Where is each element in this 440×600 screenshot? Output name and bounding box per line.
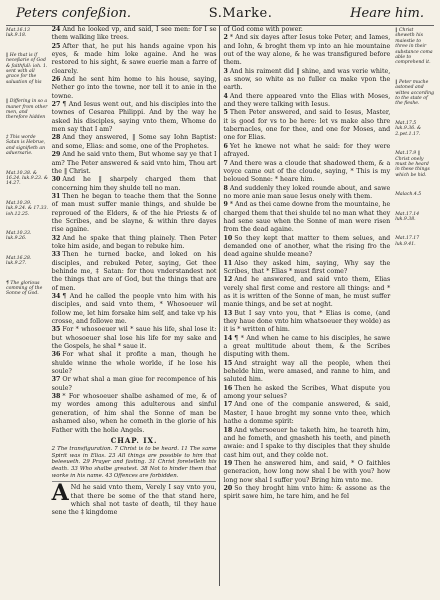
- verse-number: 24: [51, 26, 61, 33]
- verse: [223, 276, 390, 309]
- verse-text: Also they asked him, saying, Why say the Scribes, that * Elias * must first come?: [223, 259, 391, 275]
- verse-number: 18: [223, 426, 233, 434]
- drop-cap: A: [51, 480, 69, 507]
- verse-number: 38: [51, 393, 61, 401]
- verse: [223, 26, 390, 34]
- verse: [223, 460, 390, 485]
- verse: [223, 427, 390, 460]
- verse-text: of God come with power.: [223, 26, 303, 33]
- verse: [223, 93, 390, 110]
- verse-number: 34: [51, 293, 61, 300]
- verse: [52, 101, 217, 134]
- first-verse-text: Nd he said vnto them, Verely I say vnto you, that there be some of the that stand here, which shal not taste of death, til they haue sene the ‡ kingdome: [51, 484, 217, 517]
- verse-number: 35: [51, 326, 61, 334]
- verse: [223, 235, 390, 260]
- left-verses: [52, 26, 217, 435]
- verse: [223, 385, 390, 402]
- margin-note: Mat.17.5 luk.9.36. & 2.pet.1.17.: [395, 120, 422, 137]
- verse: [223, 68, 390, 93]
- verse-text: And his raiment did ‖ shine, and was verie white, as snow, so white as no fuller ca make vpon the earth.: [223, 67, 391, 92]
- verse: [52, 393, 217, 435]
- verse-text: * And as thei came downe from the mountaine, he charged them that thei shulde tel no man what they had sene saue when the Sonne of man were risen from the dead againe.: [223, 201, 391, 234]
- verse-text: Then Peter answered, and said to Iesus, Master, it is good for vs to be here: let vs make also thre tabernacles, one for thee, and one for Moses, and one for Elias.: [223, 109, 391, 142]
- verse: [52, 235, 217, 252]
- header-center: S.Marke.: [208, 6, 273, 21]
- header-right: Heare him.: [350, 6, 424, 21]
- margin-note: Mat.10.39. luk.9.24. & 17.33. ioh.12.25.: [6, 200, 48, 217]
- verse: [52, 293, 217, 326]
- verse: [52, 26, 217, 43]
- verse: [223, 143, 390, 160]
- verse-number: 9: [223, 201, 228, 209]
- margin-note: Mat.16.13 luk.9.18.: [6, 28, 30, 39]
- left-margin-notes: [6, 26, 49, 586]
- left-text-column: [49, 26, 221, 586]
- verse-number: 6: [223, 142, 228, 150]
- verse: [52, 326, 217, 351]
- verse-number: 33: [51, 251, 61, 259]
- margin-note: ‖ Christ sheweth his maiestie to three in their substance coma able to comprehend it.: [395, 28, 433, 66]
- verse-number: 36: [51, 351, 61, 359]
- verse: [223, 360, 390, 385]
- verse-text: But I say vnto you, that * Elias is come, (and they haue done vnto him whatsoeuer they wolde) as it is * written of him.: [223, 309, 391, 334]
- verse-text: And whersoeuer he taketh him, he teareth him, and he fometh, and gnasheth his teeth, and pineth awaie: and I spake to thy disciples that they shulde cast him out, and they colde not.: [223, 426, 391, 459]
- verse: [223, 335, 390, 360]
- first-verse: [51, 480, 217, 517]
- verse-number: 2: [223, 34, 228, 42]
- verse: [223, 485, 390, 502]
- verse-number: 16: [223, 384, 233, 392]
- margin-note: ‡ This worde Satan is Hebrue, and signifieth an aduersarie.: [6, 134, 46, 157]
- verse-number: 12: [223, 276, 233, 284]
- verse-text: And they answered, ‖ Some say Iohn Baptist: and some, Elias: and some, one of the Prophetes.: [51, 134, 217, 150]
- verse: [52, 351, 217, 376]
- margin-note: Mat.10.38. & 16.24. luk.9.23. & 14.27.: [6, 170, 48, 187]
- margin-note: ‖ Peter muche astoned and wittes according to the state of the fleshe.: [395, 79, 434, 107]
- verse-text: And there appeared vnto the Elias with Moses, and they were talking with Iesus.: [223, 92, 391, 109]
- verse-number: 11: [223, 259, 233, 267]
- verse: [223, 185, 390, 202]
- verse-number: 15: [223, 359, 233, 367]
- margin-note: Mat.17.17 luk.9.41.: [395, 236, 420, 247]
- verse: [52, 376, 217, 393]
- verse-text: ¶ * And when he came to his disciples, he sawe a great multitude about them, & the Scribes disputing with them.: [223, 334, 391, 359]
- verse-number: 5: [223, 109, 228, 117]
- verse-number: 20: [223, 484, 233, 492]
- verse: [223, 260, 390, 277]
- verse-number: 8: [223, 184, 228, 192]
- margin-note: ¶ The glorious comming of the Sonne of God.: [6, 280, 43, 297]
- verse-text: So they broght him vnto him: & assone as the spirit sawe him, he tare him, and he fel: [223, 484, 391, 501]
- verse: [52, 151, 217, 176]
- verse-text: And he answered, and said vnto them, Elias verely shal first come and restore all things: and * as it is written of the Sonne of man, he must suffer manie things, and be set at noght.: [223, 276, 391, 309]
- verse-number: 14: [223, 334, 233, 342]
- verse-text: And there was a cloude that shadowed them, & a voyce came out of the cloude, saying, * This is my beloued Sonne: * heare him.: [223, 159, 391, 184]
- verse: [223, 109, 390, 142]
- verse: [223, 160, 390, 185]
- verse-number: 30: [51, 176, 61, 184]
- running-header: [6, 6, 434, 26]
- verse-number: 19: [223, 459, 233, 467]
- verse-text: ¶ And Iesus went out, and his disciples into the townes of Cesarea Philippi. And by the way he asked his disciples, saying vnto them, Whome do men say that I am?: [51, 101, 217, 134]
- margin-note: ‖ He that is if neceßarie of God & faithfull: ioh. 1. sent with all grace for the saluation of his: [6, 52, 48, 85]
- verse-number: 32: [51, 234, 61, 242]
- verse: [52, 134, 217, 151]
- verse-number: 28: [51, 134, 61, 142]
- verse-text: And he sent him home to his house, saying, Nether go into the towne, nor tell it to anie in the towne.: [51, 76, 217, 100]
- margin-note: Mat.17.9 ‖ Christ onely must be heard in these things which be hid.: [395, 151, 430, 178]
- verse-number: 37: [51, 376, 61, 384]
- right-margin-notes: [393, 26, 434, 586]
- margin-note: Malach.4.5: [395, 192, 422, 198]
- verse-number: 26: [51, 76, 61, 84]
- verse-text: For * whosoeuer wil * saue his life, shal lose it: but whosoeuer shal lose his life for my sake and the Gospels, he shal * saue it.: [51, 326, 217, 351]
- verse-text: And he spake that thing plainely. Then Peter toke him aside, and began to rebuke him.: [51, 234, 217, 250]
- verse: [52, 76, 217, 101]
- verse-number: 29: [51, 151, 61, 159]
- verse: [223, 310, 390, 335]
- verse: [223, 401, 390, 426]
- page-body: [6, 26, 434, 586]
- chapter-argument: 2 The transfiguration. 7 Christ is to be heard. 11 The same Spirit was in Elias. 23 All things are possible to him that beleeueth. 29 Prayer and fasting. 31 Christ foretelleth his death. 33 Who shalbe greatest. 38 Not to hinder them that worke in his name. 43 Offences are forbidden.: [52, 446, 217, 482]
- margin-note: ‖ Differing in so a maner from other men, and therefore hidden: [6, 99, 48, 121]
- verse-text: Yet he knewe not what he said: for they were afrayed.: [223, 142, 391, 159]
- verse: [52, 43, 217, 76]
- margin-note: Mat.10.33. luk.9.26.: [6, 230, 32, 242]
- verse-text: ¶ And he called the people vnto him with his disciples, and said vnto them, * Whosoeuer wil follow me, let him forsake him self, and take vp his crosse, and followe me.: [51, 293, 217, 326]
- verse: [223, 201, 390, 234]
- verse: [52, 193, 217, 235]
- chapter-heading: CHAP. IX.: [110, 435, 158, 445]
- verse-text: Then he turned backe, and loked on his disciples, and rebuked Peter, saying, Get thee behinde me, ‡ Satan: for thou vnderstandest not the things that are of God, but the things that are of men.: [51, 251, 217, 292]
- verse-text: And straight way all the people, when thei behelde him, were amased, and ranne to him, and saluted him.: [223, 359, 391, 384]
- margin-note: Mat.16.28. luk.9.27.: [6, 255, 32, 267]
- verse-number: 13: [223, 309, 233, 317]
- verse: [52, 176, 217, 193]
- verse: [52, 251, 217, 293]
- verse-text: And he said vnto them, But whome say ye that I am? The Peter answered & said vnto him, Thou art the ‖ Christ.: [51, 151, 217, 175]
- verse-text: And suddenly they loked rounde about, and sawe no more anie man saue Iesus onely with them.: [223, 184, 391, 200]
- verse-number: 17: [223, 401, 233, 409]
- verse-text: Or what shal a man giue for recompence of his soule?: [51, 376, 217, 392]
- verse-text: And he ‖ sharpely charged them that concerning him they shulde tell no man.: [51, 176, 217, 192]
- verse: [223, 34, 390, 67]
- verse-number: 4: [223, 92, 228, 100]
- verse-text: Then he asked the Scribes, What dispute you among your selues?: [223, 384, 391, 401]
- verse-text: So they kept that matter to them selues, and demanded one of another, what the rising fro the dead againe shulde meane?: [223, 234, 391, 259]
- header-left: Peters confeßion.: [16, 6, 131, 21]
- verse-number: 10: [223, 234, 233, 242]
- verse-number: 31: [51, 192, 61, 200]
- verse-text: After that, he put his hands againe vpon his eyes, & made him loke againe. And he was restored to his sight, & sawe euerie man a farre of clearely.: [51, 42, 217, 75]
- margin-note: Mat.17.14 luk.9.38.: [395, 211, 420, 222]
- verse-number: 7: [223, 159, 228, 167]
- verse-number: 25: [51, 42, 61, 50]
- verse-text: * For whosoeuer shalbe ashamed of me, & of my wordes among this adulterous and sinful generation, of him shal the Sonne of man be ashamed also, when he cometh in the glorie of his Father with the holie Angels.: [51, 393, 217, 434]
- verse-text: For what shal it profite a man, though he shulde winne the whole worlde, if he lose his soule?: [51, 351, 217, 376]
- verse-number: 3: [223, 67, 228, 75]
- verse-text: Then he began to teache them that the Sonne of man must suffer manie things, and shulde be reproued of the Elders, & of the hie Priests & of the Scribes, and be slayne, & within thre dayes rise againe.: [51, 192, 217, 234]
- right-text-column: [220, 26, 393, 586]
- verse-number: 27: [51, 101, 61, 109]
- verse-text: * And six dayes after Iesus toke Peter, and Iames, and Iohn, & broght them vp into an hie mountaine out of the way alone, & he was transfigured before them.: [223, 34, 391, 67]
- verse-text: And he looked vp, and said, I see men: for I se them walking like trees.: [51, 26, 217, 42]
- verse-text: Then he answered him, and said, * O faithles generacion, how long now shal I be with you? how long now shal I suffer you? Bring him vnto me.: [223, 459, 391, 484]
- verse-text: And one of the companie answered, & said, Master, I haue broght my sonne vnto thee, which hathe a domme spirit:: [223, 401, 391, 426]
